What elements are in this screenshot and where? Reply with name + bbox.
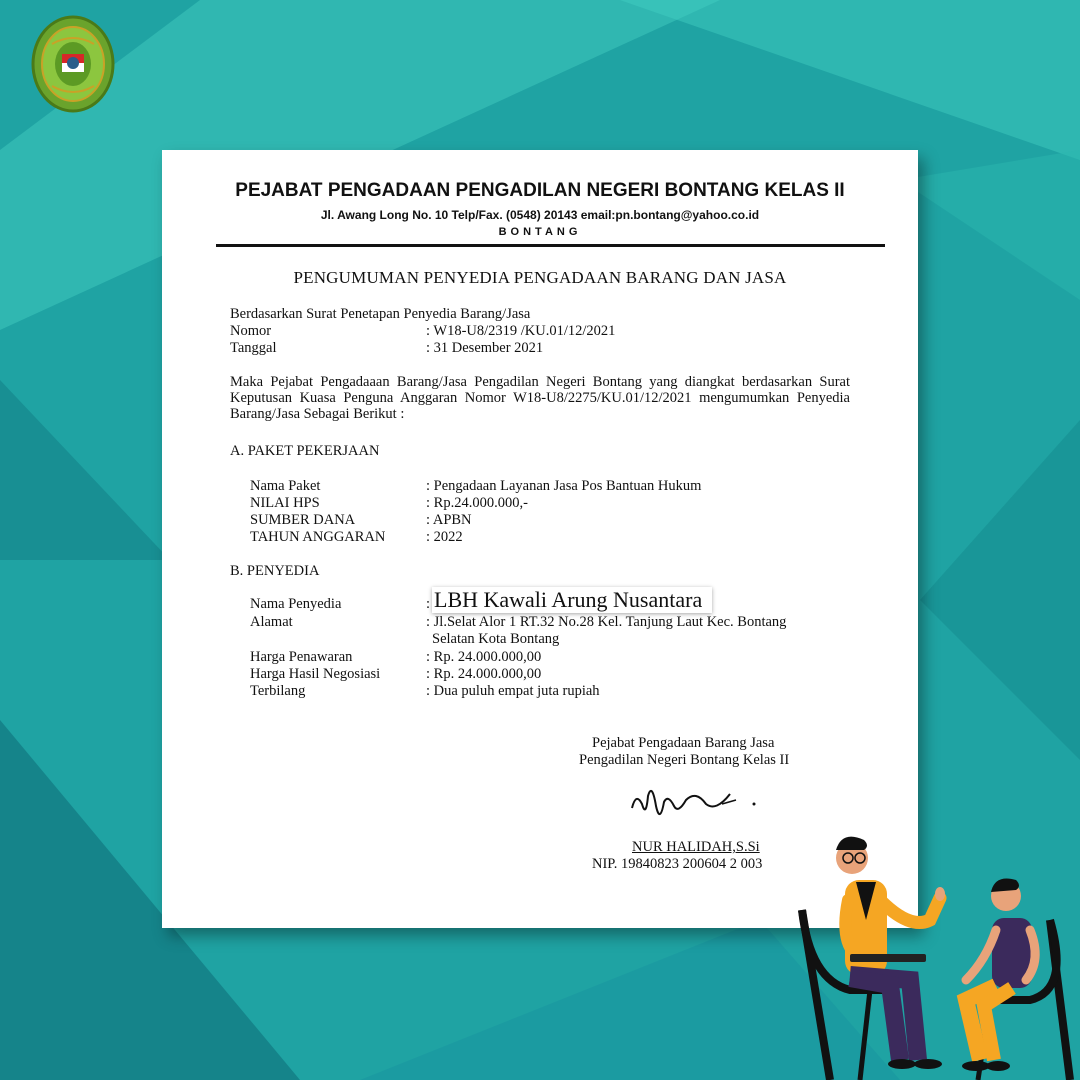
harga-negosiasi-value: : Rp. 24.000.000,00 (426, 666, 542, 682)
tanggal-label: Tanggal (230, 340, 277, 356)
provider-name-highlight: LBH Kawali Arung Nusantara (432, 587, 712, 613)
signature-mark (626, 778, 766, 834)
section-b-heading: B. PENYEDIA (230, 563, 320, 579)
alamat-label: Alamat (250, 614, 293, 630)
sumber-dana-label: SUMBER DANA (250, 512, 356, 528)
nama-penyedia-label: Nama Penyedia (250, 596, 342, 612)
nama-penyedia-colon: : (426, 596, 431, 612)
harga-penawaran-label: Harga Penawaran (250, 649, 353, 665)
nomor-value: : W18-U8/2319 /KU.01/12/2021 (426, 323, 616, 339)
harga-negosiasi-label: Harga Hasil Negosiasi (250, 666, 381, 682)
section-a-heading: A. PAKET PEKERJAAN (230, 443, 380, 459)
signature-title-line2: Pengadilan Negeri Bontang Kelas II (579, 752, 790, 768)
nama-paket-label: Nama Paket (250, 478, 321, 494)
document-title: PENGUMUMAN PENYEDIA PENGADAAN BARANG DAN JASA (293, 268, 787, 287)
body-paragraph: Maka Pejabat Pengadaaan Barang/Jasa Pengadilan Negeri Bontang yang diangkat berdasarkan Surat Keputusan Kuasa Penguna Anggaran Nomor W18-U8/2275/KU.01/12/2021 mengumumkan Penyedia Barang/Jasa Sebagai Berikut : (230, 374, 850, 422)
signer-name: NUR HALIDAH,S.Si (632, 839, 760, 855)
court-logo-icon (30, 14, 116, 114)
terbilang-label: Terbilang (250, 683, 306, 699)
nilai-hps-label: NILAI HPS (250, 495, 320, 511)
letterhead-address: Jl. Awang Long No. 10 Telp/Fax. (0548) 20143 email:pn.bontang@yahoo.co.id (320, 208, 760, 222)
alamat-value-line1: : Jl.Selat Alor 1 RT.32 No.28 Kel. Tanjung Laut Kec. Bontang (426, 614, 787, 630)
tahun-anggaran-label: TAHUN ANGGARAN (250, 529, 386, 545)
letterhead-city: BONTANG (498, 226, 582, 238)
sumber-dana-value: : APBN (426, 512, 472, 528)
signature-title-line1: Pejabat Pengadaan Barang Jasa (592, 735, 775, 751)
two-people-talking-illustration (790, 820, 1080, 1080)
harga-penawaran-value: : Rp. 24.000.000,00 (426, 649, 542, 665)
tahun-anggaran-value: : 2022 (426, 529, 463, 545)
letterhead-divider (216, 244, 885, 247)
letterhead-title: PEJABAT PENGADAAN PENGADILAN NEGERI BONTANG KELAS II (235, 180, 845, 201)
signer-nip: NIP. 19840823 200604 2 003 (592, 856, 763, 872)
tanggal-value: : 31 Desember 2021 (426, 340, 544, 356)
intro-line: Berdasarkan Surat Penetapan Penyedia Barang/Jasa (230, 306, 531, 322)
alamat-value-line2: Selatan Kota Bontang (432, 631, 560, 647)
nama-paket-value: : Pengadaan Layanan Jasa Pos Bantuan Hukum (426, 478, 702, 494)
nilai-hps-value: : Rp.24.000.000,- (426, 495, 528, 511)
announcement-document (162, 150, 918, 928)
nomor-label: Nomor (230, 323, 272, 339)
terbilang-value: : Dua puluh empat juta rupiah (426, 683, 600, 699)
